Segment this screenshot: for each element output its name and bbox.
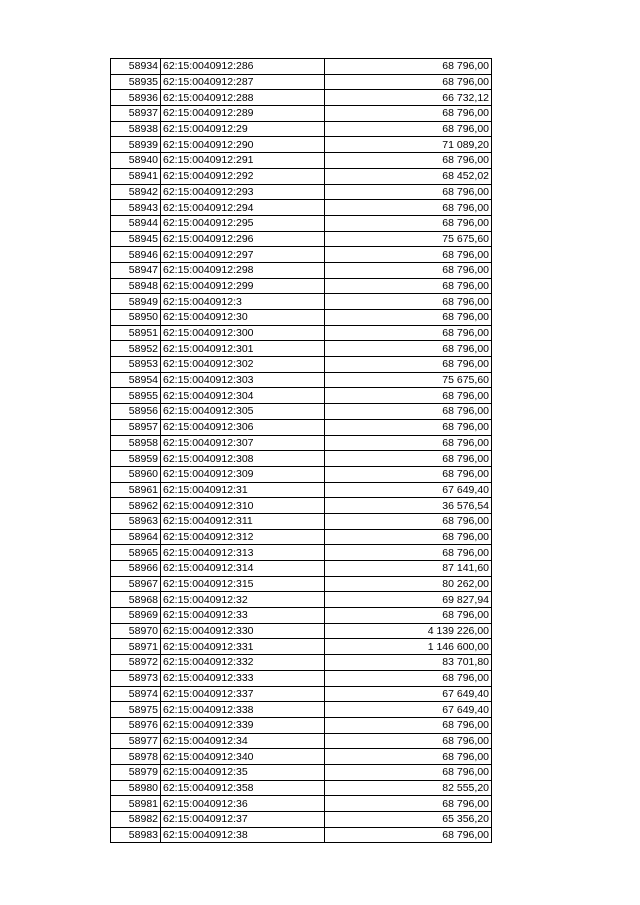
- cadastral-value-cell: 68 796,00: [325, 341, 492, 357]
- table-row: [111, 796, 492, 812]
- row-number-cell: 58979: [111, 764, 161, 780]
- cadastral-number-cell: 62:15:0040912:292: [161, 168, 325, 184]
- cadastral-value-cell: 68 796,00: [325, 435, 492, 451]
- cadastral-value-cell: 83 701,80: [325, 655, 492, 671]
- row-number-cell: 58973: [111, 670, 161, 686]
- cadastral-number-cell: 62:15:0040912:31: [161, 482, 325, 498]
- table-row: [111, 561, 492, 577]
- table-row: [111, 200, 492, 216]
- row-number-cell: 58974: [111, 686, 161, 702]
- cadastral-value-cell: 68 796,00: [325, 733, 492, 749]
- cadastral-value-cell: 68 796,00: [325, 608, 492, 624]
- cadastral-value-cell: 87 141,60: [325, 561, 492, 577]
- row-number-cell: 58951: [111, 325, 161, 341]
- table-row: [111, 404, 492, 420]
- cadastral-value-cell: 67 649,40: [325, 686, 492, 702]
- cadastral-value-cell: 68 796,00: [325, 278, 492, 294]
- row-number-cell: 58977: [111, 733, 161, 749]
- cadastral-value-cell: 68 796,00: [325, 74, 492, 90]
- cadastral-value-cell: 68 796,00: [325, 325, 492, 341]
- table-row: [111, 435, 492, 451]
- table-row: [111, 262, 492, 278]
- cadastral-number-cell: 62:15:0040912:35: [161, 764, 325, 780]
- row-number-cell: 58946: [111, 247, 161, 263]
- cadastral-value-cell: 68 796,00: [325, 529, 492, 545]
- cadastral-number-cell: 62:15:0040912:305: [161, 404, 325, 420]
- cadastral-value-cell: 68 796,00: [325, 247, 492, 263]
- cadastral-value-cell: 71 089,20: [325, 137, 492, 153]
- cadastral-number-cell: 62:15:0040912:3: [161, 294, 325, 310]
- cadastral-value-cell: 36 576,54: [325, 498, 492, 514]
- cadastral-number-cell: 62:15:0040912:296: [161, 231, 325, 247]
- table-row: [111, 184, 492, 200]
- cadastral-number-cell: 62:15:0040912:38: [161, 827, 325, 843]
- cadastral-value-cell: 68 796,00: [325, 262, 492, 278]
- cadastral-number-cell: 62:15:0040912:310: [161, 498, 325, 514]
- cadastral-value-cell: 68 796,00: [325, 419, 492, 435]
- table-row: [111, 592, 492, 608]
- cadastral-number-cell: 62:15:0040912:338: [161, 702, 325, 718]
- cadastral-value-cell: 68 796,00: [325, 717, 492, 733]
- table-row: [111, 529, 492, 545]
- row-number-cell: 58970: [111, 623, 161, 639]
- cadastral-number-cell: 62:15:0040912:337: [161, 686, 325, 702]
- cadastral-number-cell: 62:15:0040912:298: [161, 262, 325, 278]
- row-number-cell: 58971: [111, 639, 161, 655]
- cadastral-value-cell: 68 796,00: [325, 184, 492, 200]
- row-number-cell: 58963: [111, 513, 161, 529]
- cadastral-number-cell: 62:15:0040912:307: [161, 435, 325, 451]
- table-row: [111, 388, 492, 404]
- cadastral-number-cell: 62:15:0040912:30: [161, 310, 325, 326]
- row-number-cell: 58966: [111, 561, 161, 577]
- table-row: [111, 513, 492, 529]
- cadastral-value-cell: 68 796,00: [325, 294, 492, 310]
- row-number-cell: 58967: [111, 576, 161, 592]
- cadastral-value-cell: 68 796,00: [325, 200, 492, 216]
- cadastral-number-cell: 62:15:0040912:301: [161, 341, 325, 357]
- row-number-cell: 58980: [111, 780, 161, 796]
- cadastral-number-cell: 62:15:0040912:333: [161, 670, 325, 686]
- cadastral-number-cell: 62:15:0040912:331: [161, 639, 325, 655]
- row-number-cell: 58941: [111, 168, 161, 184]
- table-row: [111, 247, 492, 263]
- row-number-cell: 58962: [111, 498, 161, 514]
- cadastral-number-cell: 62:15:0040912:29: [161, 121, 325, 137]
- table-row: [111, 608, 492, 624]
- cadastral-value-cell: 75 675,60: [325, 372, 492, 388]
- table-row: [111, 372, 492, 388]
- table-row: [111, 717, 492, 733]
- cadastral-value-cell: 68 796,00: [325, 749, 492, 765]
- table-row: [111, 639, 492, 655]
- row-number-cell: 58950: [111, 310, 161, 326]
- cadastral-number-cell: 62:15:0040912:312: [161, 529, 325, 545]
- cadastral-number-cell: 62:15:0040912:291: [161, 153, 325, 169]
- table-row: [111, 764, 492, 780]
- table-row: [111, 498, 492, 514]
- table-row: [111, 702, 492, 718]
- cadastral-number-cell: 62:15:0040912:306: [161, 419, 325, 435]
- cadastral-number-cell: 62:15:0040912:297: [161, 247, 325, 263]
- row-number-cell: 58938: [111, 121, 161, 137]
- table-row: [111, 357, 492, 373]
- cadastral-value-cell: 68 796,00: [325, 59, 492, 75]
- table-row: [111, 466, 492, 482]
- table-row: [111, 655, 492, 671]
- cadastral-value-cell: 75 675,60: [325, 231, 492, 247]
- row-number-cell: 58976: [111, 717, 161, 733]
- cadastral-number-cell: 62:15:0040912:290: [161, 137, 325, 153]
- table-row: [111, 106, 492, 122]
- cadastral-number-cell: 62:15:0040912:330: [161, 623, 325, 639]
- table-row: [111, 623, 492, 639]
- row-number-cell: 58981: [111, 796, 161, 812]
- row-number-cell: 58969: [111, 608, 161, 624]
- row-number-cell: 58949: [111, 294, 161, 310]
- cadastral-value-cell: 68 796,00: [325, 545, 492, 561]
- cadastral-number-cell: 62:15:0040912:340: [161, 749, 325, 765]
- row-number-cell: 58942: [111, 184, 161, 200]
- row-number-cell: 58960: [111, 466, 161, 482]
- table-row: [111, 278, 492, 294]
- cadastral-number-cell: 62:15:0040912:295: [161, 215, 325, 231]
- cadastral-value-cell: 68 796,00: [325, 670, 492, 686]
- cadastral-number-cell: 62:15:0040912:34: [161, 733, 325, 749]
- table-row: [111, 74, 492, 90]
- cadastral-value-cell: 68 796,00: [325, 357, 492, 373]
- cadastral-number-cell: 62:15:0040912:358: [161, 780, 325, 796]
- row-number-cell: 58975: [111, 702, 161, 718]
- table-body: [111, 59, 492, 843]
- row-number-cell: 58934: [111, 59, 161, 75]
- row-number-cell: 58957: [111, 419, 161, 435]
- cadastral-number-cell: 62:15:0040912:300: [161, 325, 325, 341]
- row-number-cell: 58958: [111, 435, 161, 451]
- cadastral-number-cell: 62:15:0040912:293: [161, 184, 325, 200]
- cadastral-value-cell: 68 796,00: [325, 388, 492, 404]
- row-number-cell: 58935: [111, 74, 161, 90]
- row-number-cell: 58983: [111, 827, 161, 843]
- table-row: [111, 215, 492, 231]
- cadastral-number-cell: 62:15:0040912:294: [161, 200, 325, 216]
- table-row: [111, 482, 492, 498]
- table-row: [111, 545, 492, 561]
- cadastral-value-cell: 4 139 226,00: [325, 623, 492, 639]
- row-number-cell: 58940: [111, 153, 161, 169]
- cadastral-number-cell: 62:15:0040912:332: [161, 655, 325, 671]
- row-number-cell: 58945: [111, 231, 161, 247]
- cadastral-value-cell: 80 262,00: [325, 576, 492, 592]
- cadastral-number-cell: 62:15:0040912:32: [161, 592, 325, 608]
- cadastral-value-cell: 68 796,00: [325, 451, 492, 467]
- table-row: [111, 780, 492, 796]
- row-number-cell: 58937: [111, 106, 161, 122]
- cadastral-value-cell: 67 649,40: [325, 702, 492, 718]
- table-row: [111, 231, 492, 247]
- row-number-cell: 58961: [111, 482, 161, 498]
- table-row: [111, 341, 492, 357]
- cadastral-value-cell: 69 827,94: [325, 592, 492, 608]
- table-row: [111, 325, 492, 341]
- cadastral-value-table: [110, 58, 492, 843]
- row-number-cell: 58936: [111, 90, 161, 106]
- cadastral-value-cell: 68 796,00: [325, 404, 492, 420]
- table-row: [111, 59, 492, 75]
- row-number-cell: 58972: [111, 655, 161, 671]
- table-row: [111, 153, 492, 169]
- cadastral-number-cell: 62:15:0040912:309: [161, 466, 325, 482]
- cadastral-number-cell: 62:15:0040912:37: [161, 812, 325, 828]
- row-number-cell: 58982: [111, 812, 161, 828]
- cadastral-number-cell: 62:15:0040912:36: [161, 796, 325, 812]
- row-number-cell: 58947: [111, 262, 161, 278]
- cadastral-number-cell: 62:15:0040912:303: [161, 372, 325, 388]
- table-row: [111, 749, 492, 765]
- row-number-cell: 58964: [111, 529, 161, 545]
- cadastral-value-cell: 68 796,00: [325, 106, 492, 122]
- cadastral-number-cell: 62:15:0040912:314: [161, 561, 325, 577]
- row-number-cell: 58954: [111, 372, 161, 388]
- table-row: [111, 670, 492, 686]
- table-row: [111, 137, 492, 153]
- row-number-cell: 58955: [111, 388, 161, 404]
- cadastral-number-cell: 62:15:0040912:308: [161, 451, 325, 467]
- cadastral-number-cell: 62:15:0040912:299: [161, 278, 325, 294]
- row-number-cell: 58948: [111, 278, 161, 294]
- row-number-cell: 58956: [111, 404, 161, 420]
- cadastral-number-cell: 62:15:0040912:33: [161, 608, 325, 624]
- cadastral-number-cell: 62:15:0040912:315: [161, 576, 325, 592]
- cadastral-number-cell: 62:15:0040912:302: [161, 357, 325, 373]
- cadastral-value-cell: 68 796,00: [325, 796, 492, 812]
- cadastral-number-cell: 62:15:0040912:304: [161, 388, 325, 404]
- cadastral-value-cell: 68 796,00: [325, 764, 492, 780]
- cadastral-value-cell: 82 555,20: [325, 780, 492, 796]
- table-row: [111, 121, 492, 137]
- cadastral-value-cell: 1 146 600,00: [325, 639, 492, 655]
- cadastral-number-cell: 62:15:0040912:288: [161, 90, 325, 106]
- cadastral-number-cell: 62:15:0040912:313: [161, 545, 325, 561]
- row-number-cell: 58968: [111, 592, 161, 608]
- table-row: [111, 827, 492, 843]
- row-number-cell: 58952: [111, 341, 161, 357]
- cadastral-value-cell: 67 649,40: [325, 482, 492, 498]
- cadastral-value-cell: 68 796,00: [325, 121, 492, 137]
- cadastral-value-cell: 68 796,00: [325, 513, 492, 529]
- table-row: [111, 294, 492, 310]
- cadastral-value-cell: 68 796,00: [325, 827, 492, 843]
- cadastral-number-cell: 62:15:0040912:286: [161, 59, 325, 75]
- cadastral-number-cell: 62:15:0040912:339: [161, 717, 325, 733]
- cadastral-number-cell: 62:15:0040912:311: [161, 513, 325, 529]
- cadastral-value-cell: 68 452,02: [325, 168, 492, 184]
- row-number-cell: 58939: [111, 137, 161, 153]
- cadastral-number-cell: 62:15:0040912:289: [161, 106, 325, 122]
- table-row: [111, 812, 492, 828]
- row-number-cell: 58943: [111, 200, 161, 216]
- row-number-cell: 58953: [111, 357, 161, 373]
- table-row: [111, 451, 492, 467]
- cadastral-value-cell: 68 796,00: [325, 310, 492, 326]
- cadastral-value-cell: 68 796,00: [325, 215, 492, 231]
- cadastral-value-cell: 66 732,12: [325, 90, 492, 106]
- table-row: [111, 419, 492, 435]
- table-row: [111, 733, 492, 749]
- row-number-cell: 58944: [111, 215, 161, 231]
- table-row: [111, 686, 492, 702]
- row-number-cell: 58978: [111, 749, 161, 765]
- cadastral-value-cell: 65 356,20: [325, 812, 492, 828]
- table-row: [111, 310, 492, 326]
- cadastral-number-cell: 62:15:0040912:287: [161, 74, 325, 90]
- table-row: [111, 168, 492, 184]
- cadastral-value-cell: 68 796,00: [325, 153, 492, 169]
- table-row: [111, 90, 492, 106]
- table-row: [111, 576, 492, 592]
- row-number-cell: 58959: [111, 451, 161, 467]
- row-number-cell: 58965: [111, 545, 161, 561]
- cadastral-value-cell: 68 796,00: [325, 466, 492, 482]
